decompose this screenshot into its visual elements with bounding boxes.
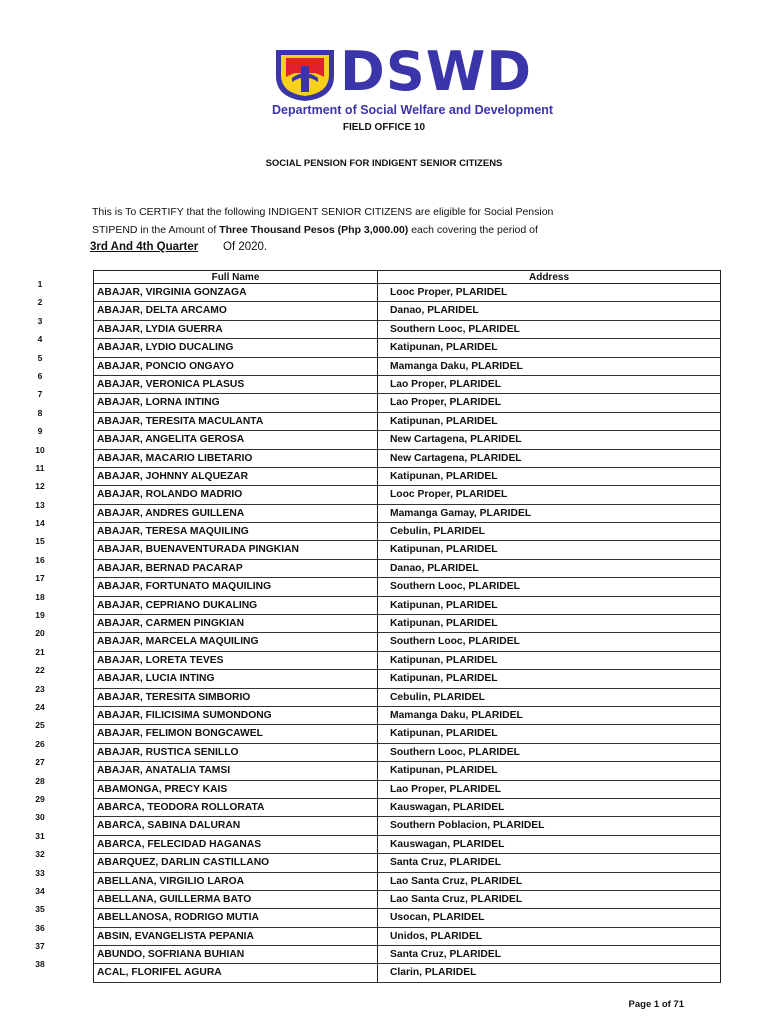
table-row xyxy=(0,867,768,891)
row-number: 12 xyxy=(35,481,45,492)
row-number: 10 xyxy=(35,444,45,455)
table-row xyxy=(0,720,768,743)
beneficiary-address: Mamanga Gamay, PLARIDEL xyxy=(378,505,721,523)
beneficiary-table xyxy=(0,270,768,983)
row-number: 18 xyxy=(35,591,45,602)
period-quarter: 3rd And 4th Quarter xyxy=(90,241,199,253)
table-row xyxy=(0,536,768,559)
certification-line-2 xyxy=(92,224,538,236)
beneficiary-address: Looc Proper, PLARIDEL xyxy=(378,486,721,504)
beneficiary-name: ABAJAR, FILICISIMA SUMONDONG xyxy=(93,707,378,725)
table-row xyxy=(0,334,768,357)
beneficiary-address: Santa Cruz, PLARIDEL xyxy=(378,854,721,872)
dswd-logo xyxy=(270,40,554,120)
beneficiary-address: Mamanga Daku, PLARIDEL xyxy=(378,707,721,725)
row-number: 16 xyxy=(35,554,45,565)
beneficiary-address: Looc Proper, PLARIDEL xyxy=(378,284,721,302)
table-row xyxy=(0,793,768,817)
beneficiary-name: ABAJAR, ANATALIA TAMSI xyxy=(93,762,378,780)
row-number: 9 xyxy=(37,426,43,437)
table-row xyxy=(0,885,768,909)
beneficiary-address: Cebulin, PLARIDEL xyxy=(378,523,721,541)
beneficiary-name: ABAJAR, ANDRES GUILLENA xyxy=(93,505,378,523)
table-row xyxy=(0,683,768,707)
beneficiary-name: ABAJAR, RUSTICA SENILLO xyxy=(93,744,378,762)
field-office-heading: FIELD OFFICE 10 xyxy=(342,122,426,133)
beneficiary-address: Southern Looc, PLARIDEL xyxy=(378,633,721,651)
beneficiary-name: ACAL, FLORIFEL AGURA xyxy=(93,964,378,982)
row-number: 29 xyxy=(35,793,45,804)
table-row xyxy=(0,499,768,523)
beneficiary-address: Southern Looc, PLARIDEL xyxy=(378,321,721,339)
beneficiary-address: Lao Proper, PLARIDEL xyxy=(378,781,721,799)
row-number: 19 xyxy=(35,610,45,621)
beneficiary-name: ABAJAR, LYDIA GUERRA xyxy=(93,321,378,339)
row-number: 21 xyxy=(35,646,45,657)
beneficiary-name: ABAJAR, BUENAVENTURADA PINGKIAN xyxy=(93,541,378,559)
table-row xyxy=(0,665,768,688)
row-number: 32 xyxy=(35,849,45,860)
beneficiary-address: Katipunan, PLARIDEL xyxy=(378,541,721,559)
table-row xyxy=(0,959,768,982)
table-row xyxy=(0,830,768,854)
beneficiary-name: ABAJAR, TERESITA MACULANTA xyxy=(93,413,378,431)
beneficiary-name: ABAJAR, PONCIO ONGAYO xyxy=(93,358,378,376)
beneficiary-address: Unidos, PLARIDEL xyxy=(378,928,721,946)
table-row xyxy=(0,591,768,615)
row-number: 2 xyxy=(37,297,43,308)
beneficiary-address: Cebulin, PLARIDEL xyxy=(378,689,721,707)
certification-line-1: This is To CERTIFY that the following INDIGENT SENIOR CITIZENS are eligible for Social Pension xyxy=(92,206,554,218)
beneficiary-address: Kauswagan, PLARIDEL xyxy=(378,836,721,854)
program-title: SOCIAL PENSION FOR INDIGENT SENIOR CITIZENS xyxy=(265,158,503,169)
beneficiary-name: ABAJAR, ANGELITA GEROSA xyxy=(93,431,378,449)
row-number: 25 xyxy=(35,720,45,731)
row-number: 34 xyxy=(35,885,45,896)
certification-prefix: STIPEND in the Amount of xyxy=(92,224,220,236)
beneficiary-name: ABAJAR, LORETA TEVES xyxy=(93,652,378,670)
row-number: 31 xyxy=(35,830,45,841)
logo-subtitle: Department of Social Welfare and Development xyxy=(272,103,554,117)
beneficiary-name: ABARCA, TEODORA ROLLORATA xyxy=(93,799,378,817)
beneficiary-name: ABAJAR, TERESITA SIMBORIO xyxy=(93,689,378,707)
table-row xyxy=(0,481,768,504)
beneficiary-name: ABAJAR, VIRGINIA GONZAGA xyxy=(93,284,378,302)
beneficiary-address: Danao, PLARIDEL xyxy=(378,302,721,320)
row-number: 8 xyxy=(37,407,43,418)
row-number: 17 xyxy=(35,573,45,584)
table-body xyxy=(0,279,768,983)
table-row xyxy=(0,554,768,578)
beneficiary-address: Clarin, PLARIDEL xyxy=(378,964,721,982)
column-header-full-name: Full Name xyxy=(93,270,378,284)
stipend-amount: Three Thousand Pesos (Php 3,000.00) xyxy=(219,224,409,236)
row-number: 5 xyxy=(37,352,43,363)
dswd-emblem-icon xyxy=(272,46,338,102)
beneficiary-name: ABELLANA, VIRGILIO LAROA xyxy=(93,873,378,891)
beneficiary-name: ABAJAR, JOHNNY ALQUEZAR xyxy=(93,468,378,486)
beneficiary-name: ABARCA, SABINA DALURAN xyxy=(93,817,378,835)
beneficiary-name: ABAJAR, FELIMON BONGCAWEL xyxy=(93,725,378,743)
beneficiary-name: ABARCA, FELECIDAD HAGANAS xyxy=(93,836,378,854)
beneficiary-address: Danao, PLARIDEL xyxy=(378,560,721,578)
beneficiary-address: Katipunan, PLARIDEL xyxy=(378,652,721,670)
table-row xyxy=(0,904,768,927)
beneficiary-address: Lao Santa Cruz, PLARIDEL xyxy=(378,873,721,891)
beneficiary-address: Southern Looc, PLARIDEL xyxy=(378,578,721,596)
table-row xyxy=(0,941,768,964)
row-number: 22 xyxy=(35,665,45,676)
row-number: 37 xyxy=(35,941,45,952)
row-number: 11 xyxy=(35,462,45,473)
beneficiary-address: New Cartagena, PLARIDEL xyxy=(378,431,721,449)
row-number: 35 xyxy=(35,904,45,915)
row-number: 14 xyxy=(35,518,45,529)
table-row xyxy=(0,370,768,394)
beneficiary-name: ABAJAR, TERESA MAQUILING xyxy=(93,523,378,541)
beneficiary-name: ABELLANOSA, RODRIGO MUTIA xyxy=(93,909,378,927)
beneficiary-address: Mamanga Daku, PLARIDEL xyxy=(378,358,721,376)
table-row xyxy=(0,407,768,431)
certification-suffix: each covering the period of xyxy=(408,224,538,236)
beneficiary-name: ABAMONGA, PRECY KAIS xyxy=(93,781,378,799)
row-number: 7 xyxy=(37,389,43,400)
row-number: 4 xyxy=(37,334,43,345)
row-number: 36 xyxy=(35,922,45,933)
beneficiary-name: ABAJAR, CEPRIANO DUKALING xyxy=(93,597,378,615)
table-row xyxy=(0,922,768,946)
row-number: 1 xyxy=(37,279,43,289)
beneficiary-name: ABAJAR, LORNA INTING xyxy=(93,394,378,412)
table-row xyxy=(0,573,768,596)
beneficiary-address: New Cartagena, PLARIDEL xyxy=(378,450,721,468)
table-row xyxy=(0,757,768,780)
table-row xyxy=(0,352,768,376)
table-row xyxy=(0,462,768,486)
beneficiary-address: Katipunan, PLARIDEL xyxy=(378,615,721,633)
row-number: 30 xyxy=(35,812,45,823)
beneficiary-address: Katipunan, PLARIDEL xyxy=(378,725,721,743)
row-number: 24 xyxy=(35,701,45,712)
beneficiary-name: ABELLANA, GUILLERMA BATO xyxy=(93,891,378,909)
beneficiary-name: ABAJAR, CARMEN PINGKIAN xyxy=(93,615,378,633)
beneficiary-address: Katipunan, PLARIDEL xyxy=(378,413,721,431)
beneficiary-address: Katipunan, PLARIDEL xyxy=(378,597,721,615)
logo-wordmark: DSWD xyxy=(340,40,533,103)
beneficiary-address: Lao Proper, PLARIDEL xyxy=(378,376,721,394)
beneficiary-name: ABAJAR, ROLANDO MADRIO xyxy=(93,486,378,504)
beneficiary-address: Katipunan, PLARIDEL xyxy=(378,339,721,357)
beneficiary-address: Katipunan, PLARIDEL xyxy=(378,468,721,486)
table-row xyxy=(0,315,768,339)
table-row xyxy=(0,701,768,725)
table-row xyxy=(0,775,768,799)
table-row xyxy=(0,297,768,320)
row-number: 23 xyxy=(35,683,45,694)
table-row xyxy=(0,426,768,449)
beneficiary-address: Lao Santa Cruz, PLARIDEL xyxy=(378,891,721,909)
row-number: 20 xyxy=(35,628,45,639)
row-number: 33 xyxy=(35,867,45,878)
row-number: 3 xyxy=(37,315,43,326)
table-header xyxy=(0,270,768,284)
beneficiary-name: ABAJAR, DELTA ARCAMO xyxy=(93,302,378,320)
table-row xyxy=(0,738,768,762)
table-row xyxy=(0,812,768,835)
beneficiary-name: ABARQUEZ, DARLIN CASTILLANO xyxy=(93,854,378,872)
coverage-period xyxy=(90,241,267,253)
beneficiary-name: ABAJAR, LYDIO DUCALING xyxy=(93,339,378,357)
table-row xyxy=(0,389,768,412)
beneficiary-name: ABAJAR, BERNAD PACARAP xyxy=(93,560,378,578)
beneficiary-name: ABUNDO, SOFRIANA BUHIAN xyxy=(93,946,378,964)
beneficiary-address: Usocan, PLARIDEL xyxy=(378,909,721,927)
row-number: 38 xyxy=(35,959,45,970)
beneficiary-name: ABSIN, EVANGELISTA PEPANIA xyxy=(93,928,378,946)
page-number: Page 1 of 71 xyxy=(628,999,684,1010)
table-row xyxy=(0,646,768,670)
row-number: 26 xyxy=(35,738,45,749)
row-number: 6 xyxy=(37,370,43,381)
beneficiary-name: ABAJAR, MACARIO LIBETARIO xyxy=(93,450,378,468)
beneficiary-address: Kauswagan, PLARIDEL xyxy=(378,799,721,817)
beneficiary-address: Southern Poblacion, PLARIDEL xyxy=(378,817,721,835)
table-row xyxy=(0,628,768,651)
table-row xyxy=(0,518,768,541)
table-row xyxy=(0,279,768,302)
beneficiary-name: ABAJAR, MARCELA MAQUILING xyxy=(93,633,378,651)
beneficiary-name: ABAJAR, VERONICA PLASUS xyxy=(93,376,378,394)
period-year: Of 2020. xyxy=(223,241,268,253)
beneficiary-address: Katipunan, PLARIDEL xyxy=(378,762,721,780)
beneficiary-address: Santa Cruz, PLARIDEL xyxy=(378,946,721,964)
row-number: 28 xyxy=(35,775,45,786)
beneficiary-name: ABAJAR, FORTUNATO MAQUILING xyxy=(93,578,378,596)
table-row xyxy=(0,610,768,633)
row-number: 13 xyxy=(35,499,45,510)
beneficiary-address: Southern Looc, PLARIDEL xyxy=(378,744,721,762)
beneficiary-address: Katipunan, PLARIDEL xyxy=(378,670,721,688)
table-row xyxy=(0,444,768,468)
table-row xyxy=(0,849,768,872)
row-number: 15 xyxy=(35,536,45,547)
beneficiary-address: Lao Proper, PLARIDEL xyxy=(378,394,721,412)
column-header-address: Address xyxy=(378,270,721,284)
row-number: 27 xyxy=(35,757,45,768)
beneficiary-name: ABAJAR, LUCIA INTING xyxy=(93,670,378,688)
